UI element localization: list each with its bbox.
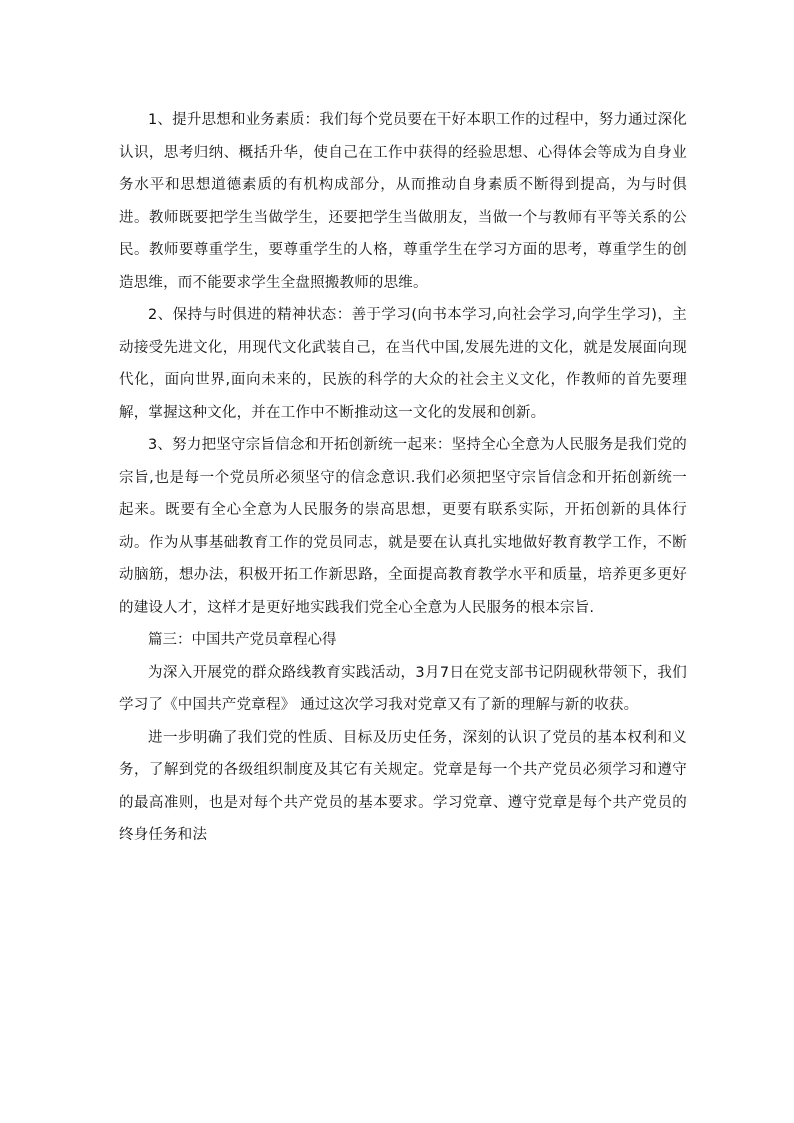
document-body	[119, 104, 687, 852]
paragraph-4: 为深入开展党的群众路线教育实践活动，3月7日在党支部书记阴砚秋带领下，我们学习了《中国共产党章程》 通过这次学习我对党章又有了新的理解与新的收获。	[119, 664, 687, 713]
paragraph-2: 2、保持与时俱进的精神状态：善于学习(向书本学习,向社会学习,向学生学习)，主动接受先进文化，用现代文化武装自己，在当代中国,发展先进的文化，就是发展面向现代化，面向世界,面向未来的，民族的科学的大众的社会主义文化，作教师的首先要理解，掌握这种文化，并在工作中不断推动这一文化的发展和创新。	[119, 307, 687, 421]
section-heading: 篇三：中国共产党员章程心得	[148, 632, 337, 648]
paragraph-3: 3、努力把坚守宗旨信念和开拓创新统一起来：坚持全心全意为人民服务是我们党的宗旨,也是每一个党员所必须坚守的信念意识.我们必须把坚守宗旨信念和开拓创新统一起来。既要有全心全意为人民服务的崇高思想，更要有联系实际，开拓创新的具体行动。作为从事基础教育工作的党员同志，就是要在认真扎实地做好教育教学工作，不断动脑筋，想办法，积极开拓工作新思路，全面提高教育教学水平和质量，培养更多更好的建设人才，这样才是更好地实践我们党全心全意为人民服务的根本宗旨.	[119, 437, 687, 616]
paragraph-1: 1、提升思想和业务素质：我们每个党员要在干好本职工作的过程中，努力通过深化认识，思考归纳、概括升华，使自己在工作中获得的经验思想、心得体会等成为自身业务水平和思想道德素质的有机构成部分，从而推动自身素质不断得到提高，为与时俱进。教师既要把学生当做学生，还要把学生当做朋友，当做一个与教师有平等关系的公民。教师要尊重学生，要尊重学生的人格，尊重学生在学习方面的思考，尊重学生的创造思维，而不能要求学生全盘照搬教师的思维。	[119, 112, 687, 291]
paragraph-5: 进一步明确了我们党的性质、目标及历史任务，深刻的认识了党员的基本权利和义务，了解到党的各级组织制度及其它有关规定。党章是每一个共产党员必须学习和遵守的最高准则，也是对每个共产党员的基本要求。学习党章、遵守党章是每个共产党员的终身任务和法	[119, 729, 687, 843]
